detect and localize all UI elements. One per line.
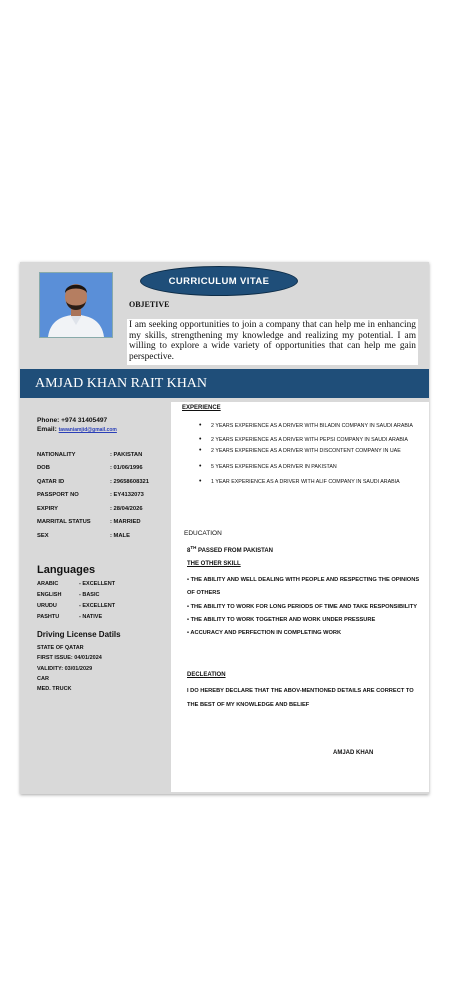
experience-item: • 2 YEARS EXPERIENCE AS A DRIVER WITH BILADIN COMPANY IN SAUDI ARABIA bbox=[199, 422, 421, 431]
skill-item: • THE ABILITY TO WORK FOR LONG PERIODS OF TIME AND TAKE RESPONSIBILITY bbox=[187, 603, 418, 610]
skill-item: • THE ABILITY TO WORK TOGETHER AND WORK UNDER PRESSURE bbox=[187, 616, 376, 623]
info-value: : 01/06/1996 bbox=[110, 465, 143, 472]
driving-license-details bbox=[37, 643, 102, 694]
languages-list bbox=[37, 578, 115, 622]
license-line: FIRST ISSUE: 04/01/2024 bbox=[37, 655, 102, 662]
language-name: ARABIC bbox=[37, 580, 59, 587]
info-label: EXPIRY bbox=[37, 505, 59, 512]
education-value: 8TH PASSED FROM PAKISTAN bbox=[187, 545, 274, 554]
language-level: - BASIC bbox=[79, 591, 100, 598]
signature: AMJAD KHAN bbox=[333, 750, 374, 756]
skill-item: • THE ABILITY AND WELL DEALING WITH PEOPLE AND RESPECTING THE OPINIONS OF OTHERS bbox=[187, 577, 420, 597]
language-row bbox=[37, 589, 115, 600]
experience-item: • 2 YEARS EXPERIENCE AS A DRIVER WITH PEPSI COMPANY IN SAUDI ARABIA bbox=[199, 436, 421, 445]
skill-item: • ACCURACY AND PERFECTION IN COMPLETING WORK bbox=[187, 630, 342, 637]
language-name: PASHTU bbox=[37, 613, 60, 620]
personal-info bbox=[37, 448, 167, 543]
info-row bbox=[37, 475, 167, 489]
language-name: URUDU bbox=[37, 602, 57, 609]
contact-block bbox=[37, 416, 117, 435]
email-link[interactable]: tawaniamjid@gmail.com bbox=[58, 427, 117, 433]
objective-text: I am seeking opportunities to join a company that can help me in enhancing my skills, strengthening my knowledge and realizing my potential. I am willing to explore a wide variety of opportunities that can help me gain perspective. bbox=[127, 319, 418, 365]
info-value: : 28/04/2026 bbox=[110, 505, 143, 512]
info-value: : MALE bbox=[110, 532, 130, 539]
info-row bbox=[37, 502, 167, 516]
email-label: Email: bbox=[37, 426, 57, 433]
info-row bbox=[37, 448, 167, 462]
resume-page bbox=[20, 262, 429, 794]
experience-heading: EXPERIENCE bbox=[182, 405, 221, 411]
other-skill-heading: THE OTHER SKILL bbox=[187, 561, 241, 567]
education-heading: EDUCATION bbox=[184, 530, 222, 537]
language-level: - NATIVE bbox=[79, 613, 103, 620]
info-value: : 29658608321 bbox=[110, 478, 150, 485]
cv-title: CURRICULUM VITAE bbox=[140, 266, 298, 296]
info-value: : MARRIED bbox=[110, 519, 141, 526]
info-label: MARRITAL STATUS bbox=[37, 519, 91, 526]
info-value: : PAKISTAN bbox=[110, 451, 143, 458]
experience-list bbox=[199, 422, 421, 487]
info-label: PASSPORT NO bbox=[37, 492, 79, 499]
experience-item: • 2 YEARS EXPERIENCE AS A DRIVER WITH DISCONTENT COMPANY IN UAE bbox=[199, 447, 421, 456]
language-name: ENGLISH bbox=[37, 591, 62, 598]
driving-license-heading: Driving License Datils bbox=[37, 630, 121, 639]
info-row bbox=[37, 489, 167, 503]
license-line: VALIDITY: 03/01/2029 bbox=[37, 665, 93, 672]
left-column bbox=[20, 398, 171, 794]
info-row bbox=[37, 529, 167, 543]
experience-item: • 1 YEAR EXPERIENCE AS A DRIVER WITH ALIF COMPANY IN SAUDI ARABIA bbox=[199, 478, 421, 487]
info-label: QATAR ID bbox=[37, 478, 65, 485]
languages-heading: Languages bbox=[37, 564, 96, 576]
info-label: SEX bbox=[37, 532, 49, 539]
language-level: - EXCELLENT bbox=[79, 602, 116, 609]
license-line: CAR bbox=[37, 675, 49, 682]
declaration-text: I DO HEREBY DECLARE THAT THE ABOV-MENTIONED DETAILS ARE CORRECT TO THE BEST OF MY KNOWLEDGE AND BELIEF bbox=[187, 688, 414, 708]
objective-heading: OBJETIVE bbox=[129, 300, 170, 309]
info-value: : EY4132073 bbox=[110, 492, 144, 499]
other-skill-list bbox=[187, 574, 422, 640]
license-line: STATE OF QATAR bbox=[37, 645, 84, 651]
declaration-heading: DECLEATION bbox=[187, 672, 226, 678]
info-label: DOB bbox=[37, 465, 50, 472]
info-row bbox=[37, 516, 167, 530]
language-row bbox=[37, 611, 115, 622]
info-label: NATIONALITY bbox=[37, 451, 76, 458]
language-row bbox=[37, 578, 115, 589]
right-column bbox=[171, 402, 429, 792]
info-row bbox=[37, 462, 167, 476]
experience-item: • 5 YEARS EXPERIENCE AS A DRIVER IN PAKISTAN bbox=[199, 463, 421, 472]
phone: Phone: +974 31405497 bbox=[37, 417, 108, 424]
language-level: - EXCELLENT bbox=[79, 580, 116, 587]
language-row bbox=[37, 600, 115, 611]
profile-photo bbox=[39, 272, 113, 338]
name-banner: AMJAD KHAN RAIT KHAN bbox=[20, 369, 429, 398]
license-line: MED. TRUCK bbox=[37, 686, 72, 693]
